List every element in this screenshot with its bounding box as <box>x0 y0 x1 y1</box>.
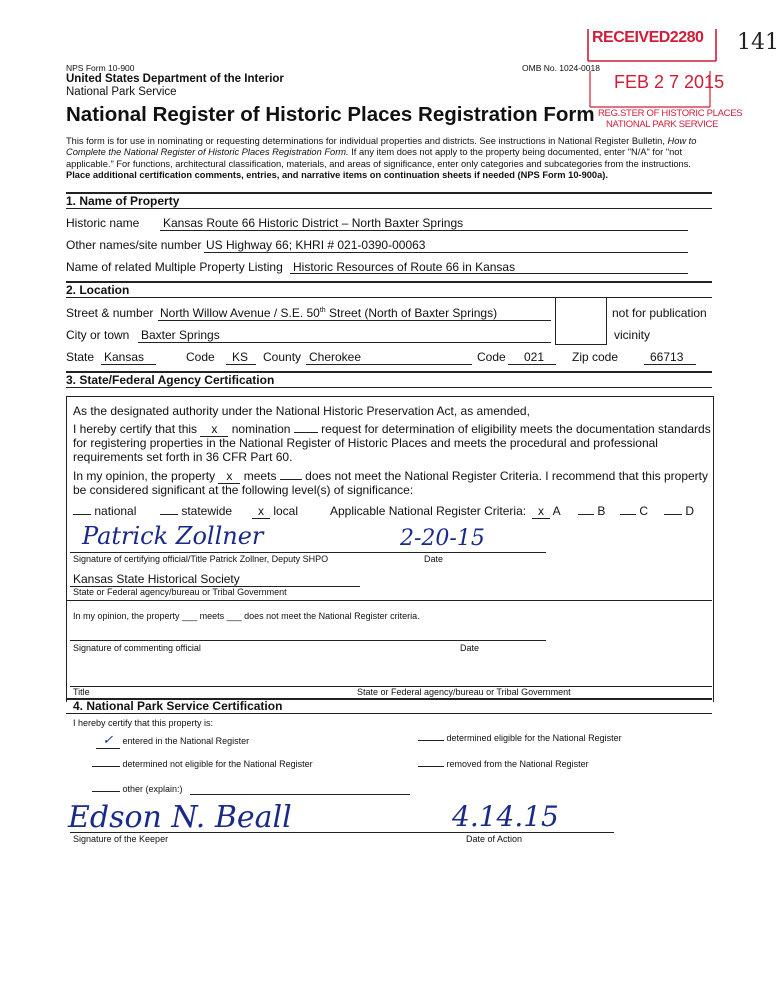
removed-label: removed from the National Register <box>446 759 589 769</box>
statewide-checkbox[interactable] <box>160 514 178 515</box>
criteria-d-label: D <box>685 504 695 518</box>
nps-certify-text: I hereby certify that this property is: <box>73 718 214 728</box>
criteria-a-group <box>532 504 561 519</box>
historic-name-value[interactable]: Kansas Route 66 Historic District – North Baxter Springs <box>163 216 464 230</box>
stamp-nps: NATIONAL PARK SERVICE <box>606 119 719 130</box>
commenting-signature-caption: Signature of commenting official <box>73 643 201 653</box>
certifying-signature-caption <box>73 554 328 564</box>
sig-caption-name: Patrick Zollner, Deputy SHPO <box>209 554 329 564</box>
service-name: National Park Service <box>66 86 177 98</box>
removed-checkbox[interactable] <box>418 766 444 767</box>
local-group <box>252 504 298 519</box>
commenting-date-caption: Date <box>460 643 480 653</box>
stamp-date: FEB 2 7 2015 <box>614 72 725 92</box>
local-label: local <box>273 504 299 518</box>
eligible-label: determined eligible for the National Register <box>446 733 622 743</box>
certify-line-3: requirements set forth in 36 CFR Part 60. <box>73 450 293 464</box>
agency-value: Kansas State Historical Society <box>73 572 240 586</box>
certify-text-a: I hereby certify that this <box>73 422 198 436</box>
certify-text-c: request for determination of eligibility meets the documentation standards <box>321 422 711 436</box>
not-eligible-checkbox[interactable] <box>92 766 120 767</box>
instructions-paragraph <box>66 136 710 181</box>
other-checkbox[interactable] <box>92 791 120 792</box>
not-eligible-label: determined not eligible for the National Register <box>122 759 313 769</box>
statewide-label: statewide <box>181 504 233 518</box>
stamp-register: REG.STER OF HISTORIC PLACES <box>598 108 743 119</box>
not-for-publication-checkbox[interactable] <box>555 297 607 345</box>
nomination-checkbox[interactable]: x <box>200 422 228 437</box>
page-title: National Register of Historic Places Registration Form <box>66 103 595 126</box>
criteria-label: Applicable National Register Criteria: <box>330 504 527 518</box>
opinion-text-b: meets <box>243 469 277 483</box>
statewide-group <box>160 504 232 518</box>
city-label: City or town <box>66 328 130 342</box>
county-code-value[interactable]: 021 <box>524 350 545 364</box>
intro-text-1: This form is for use in nominating or requesting determinations for individual properties and districts. See instructions in National Register Bulletin, <box>66 136 668 146</box>
agency-caption: State or Federal agency/bureau or Tribal Government <box>73 587 287 597</box>
omb-number: OMB No. 1024-0018 <box>522 63 600 73</box>
title-caption: Title <box>73 687 90 697</box>
zip-label: Zip code <box>572 350 619 364</box>
local-checkbox[interactable]: x <box>252 504 270 519</box>
certifying-date-hand: 2-20-15 <box>400 526 485 551</box>
entered-label: entered in the National Register <box>122 736 250 746</box>
entered-checkbox[interactable]: ✓ <box>96 733 120 749</box>
historic-name-label: Historic name <box>66 216 140 230</box>
action-date-hand: 4.14.15 <box>452 800 559 833</box>
state-code-label: Code <box>186 350 215 364</box>
certify-text-b: nomination <box>231 422 291 436</box>
does-not-meet-checkbox[interactable] <box>280 479 302 480</box>
keeper-caption: Signature of the Keeper <box>73 834 169 844</box>
section4-heading: 4. National Park Service Certification <box>73 699 283 713</box>
request-checkbox[interactable] <box>294 432 318 433</box>
criteria-c-group <box>620 504 648 518</box>
national-checkbox[interactable] <box>73 514 91 515</box>
criteria-d-checkbox[interactable] <box>664 514 682 515</box>
other-names-label: Other names/site number <box>66 238 202 252</box>
criteria-b-checkbox[interactable] <box>578 514 594 515</box>
criteria-b-label: B <box>597 504 606 518</box>
eligible-group <box>418 733 622 743</box>
entered-group <box>96 733 249 749</box>
mpl-label: Name of related Multiple Property Listing <box>66 260 283 274</box>
action-date-caption: Date of Action <box>466 834 523 844</box>
criteria-d-group <box>664 504 694 518</box>
page-mark: 141 <box>737 30 779 55</box>
criteria-c-checkbox[interactable] <box>620 514 636 515</box>
street-label: Street & number <box>66 306 154 320</box>
intro-italic: How to Complete the National Register of Historic Places Registration Form. <box>66 136 697 158</box>
intro-text-2: If any item does not apply to the property being documented, enter "N/A" for "not applicable." For functions, architectural classification, materials, and areas of significance, enter only categories and subcategories from the instructions. <box>66 147 691 169</box>
certifying-signature: Patrick Zollner <box>82 522 264 550</box>
national-label: national <box>94 504 137 518</box>
certifying-date-caption: Date <box>424 554 444 564</box>
not-eligible-group <box>92 759 313 769</box>
state-code-value[interactable]: KS <box>232 350 249 364</box>
form-number: NPS Form 10-900 <box>66 63 135 73</box>
sig-caption-label: Signature of certifying official/Title <box>73 554 208 564</box>
agency-caption-2: State or Federal agency/bureau or Tribal Government <box>357 687 571 697</box>
commenting-opinion: In my opinion, the property ___ meets ___ does not meet the National Register criteria. <box>73 611 420 621</box>
received-stamp <box>576 25 743 137</box>
other-group <box>92 784 183 794</box>
state-label: State <box>66 350 95 364</box>
county-code-label: Code <box>477 350 506 364</box>
removed-group <box>418 759 589 769</box>
opinion-line-2: be considered significant at the following level(s) of significance: <box>73 483 414 497</box>
meets-checkbox[interactable]: x <box>218 469 240 484</box>
authority-text: As the designated authority under the National Historic Preservation Act, as amended, <box>73 404 530 418</box>
zip-value[interactable]: 66713 <box>650 350 684 364</box>
criteria-c-label: C <box>639 504 649 518</box>
mpl-value[interactable]: Historic Resources of Route 66 in Kansas <box>293 260 516 274</box>
criteria-a-checkbox[interactable]: x <box>532 504 550 519</box>
stamp-received: RECEIVED2280 <box>592 29 704 46</box>
section1-heading: 1. Name of Property <box>66 194 180 208</box>
other-label: other (explain:) <box>122 784 183 794</box>
city-value[interactable]: Baxter Springs <box>141 328 220 342</box>
department-name: United States Department of the Interior <box>66 73 284 85</box>
certify-line-1 <box>73 422 711 437</box>
criteria-b-group <box>578 504 605 518</box>
section2-heading: 2. Location <box>66 283 130 297</box>
significance-row <box>73 504 136 518</box>
opinion-text-a: In my opinion, the property <box>73 469 216 483</box>
vicinity-label: vicinity <box>614 328 651 342</box>
not-for-publication-label: not for publication <box>612 306 707 320</box>
section3-heading: 3. State/Federal Agency Certification <box>66 373 275 387</box>
certify-line-2: for registering properties in the National Register of Historic Places and meets the procedural and professional <box>73 436 658 450</box>
county-label: County <box>263 350 302 364</box>
opinion-text-c: does not meet the National Register Criteria. I recommend that this property <box>305 469 708 483</box>
county-value[interactable]: Cherokee <box>309 350 362 364</box>
street-value[interactable]: North Willow Avenue / S.E. 50th Street (North of Baxter Springs) <box>160 306 498 320</box>
criteria-a-label: A <box>552 504 561 518</box>
keeper-signature: Edson N. Beall <box>68 800 292 835</box>
opinion-line-1 <box>73 469 708 484</box>
eligible-checkbox[interactable] <box>418 740 444 741</box>
intro-bold: Place additional certification comments, entries, and narrative items on continuation sheets if needed (NPS Form 10-900a). <box>66 169 608 180</box>
state-value[interactable]: Kansas <box>104 350 145 364</box>
other-names-value[interactable]: US Highway 66; KHRI # 021-0390-00063 <box>206 238 426 252</box>
